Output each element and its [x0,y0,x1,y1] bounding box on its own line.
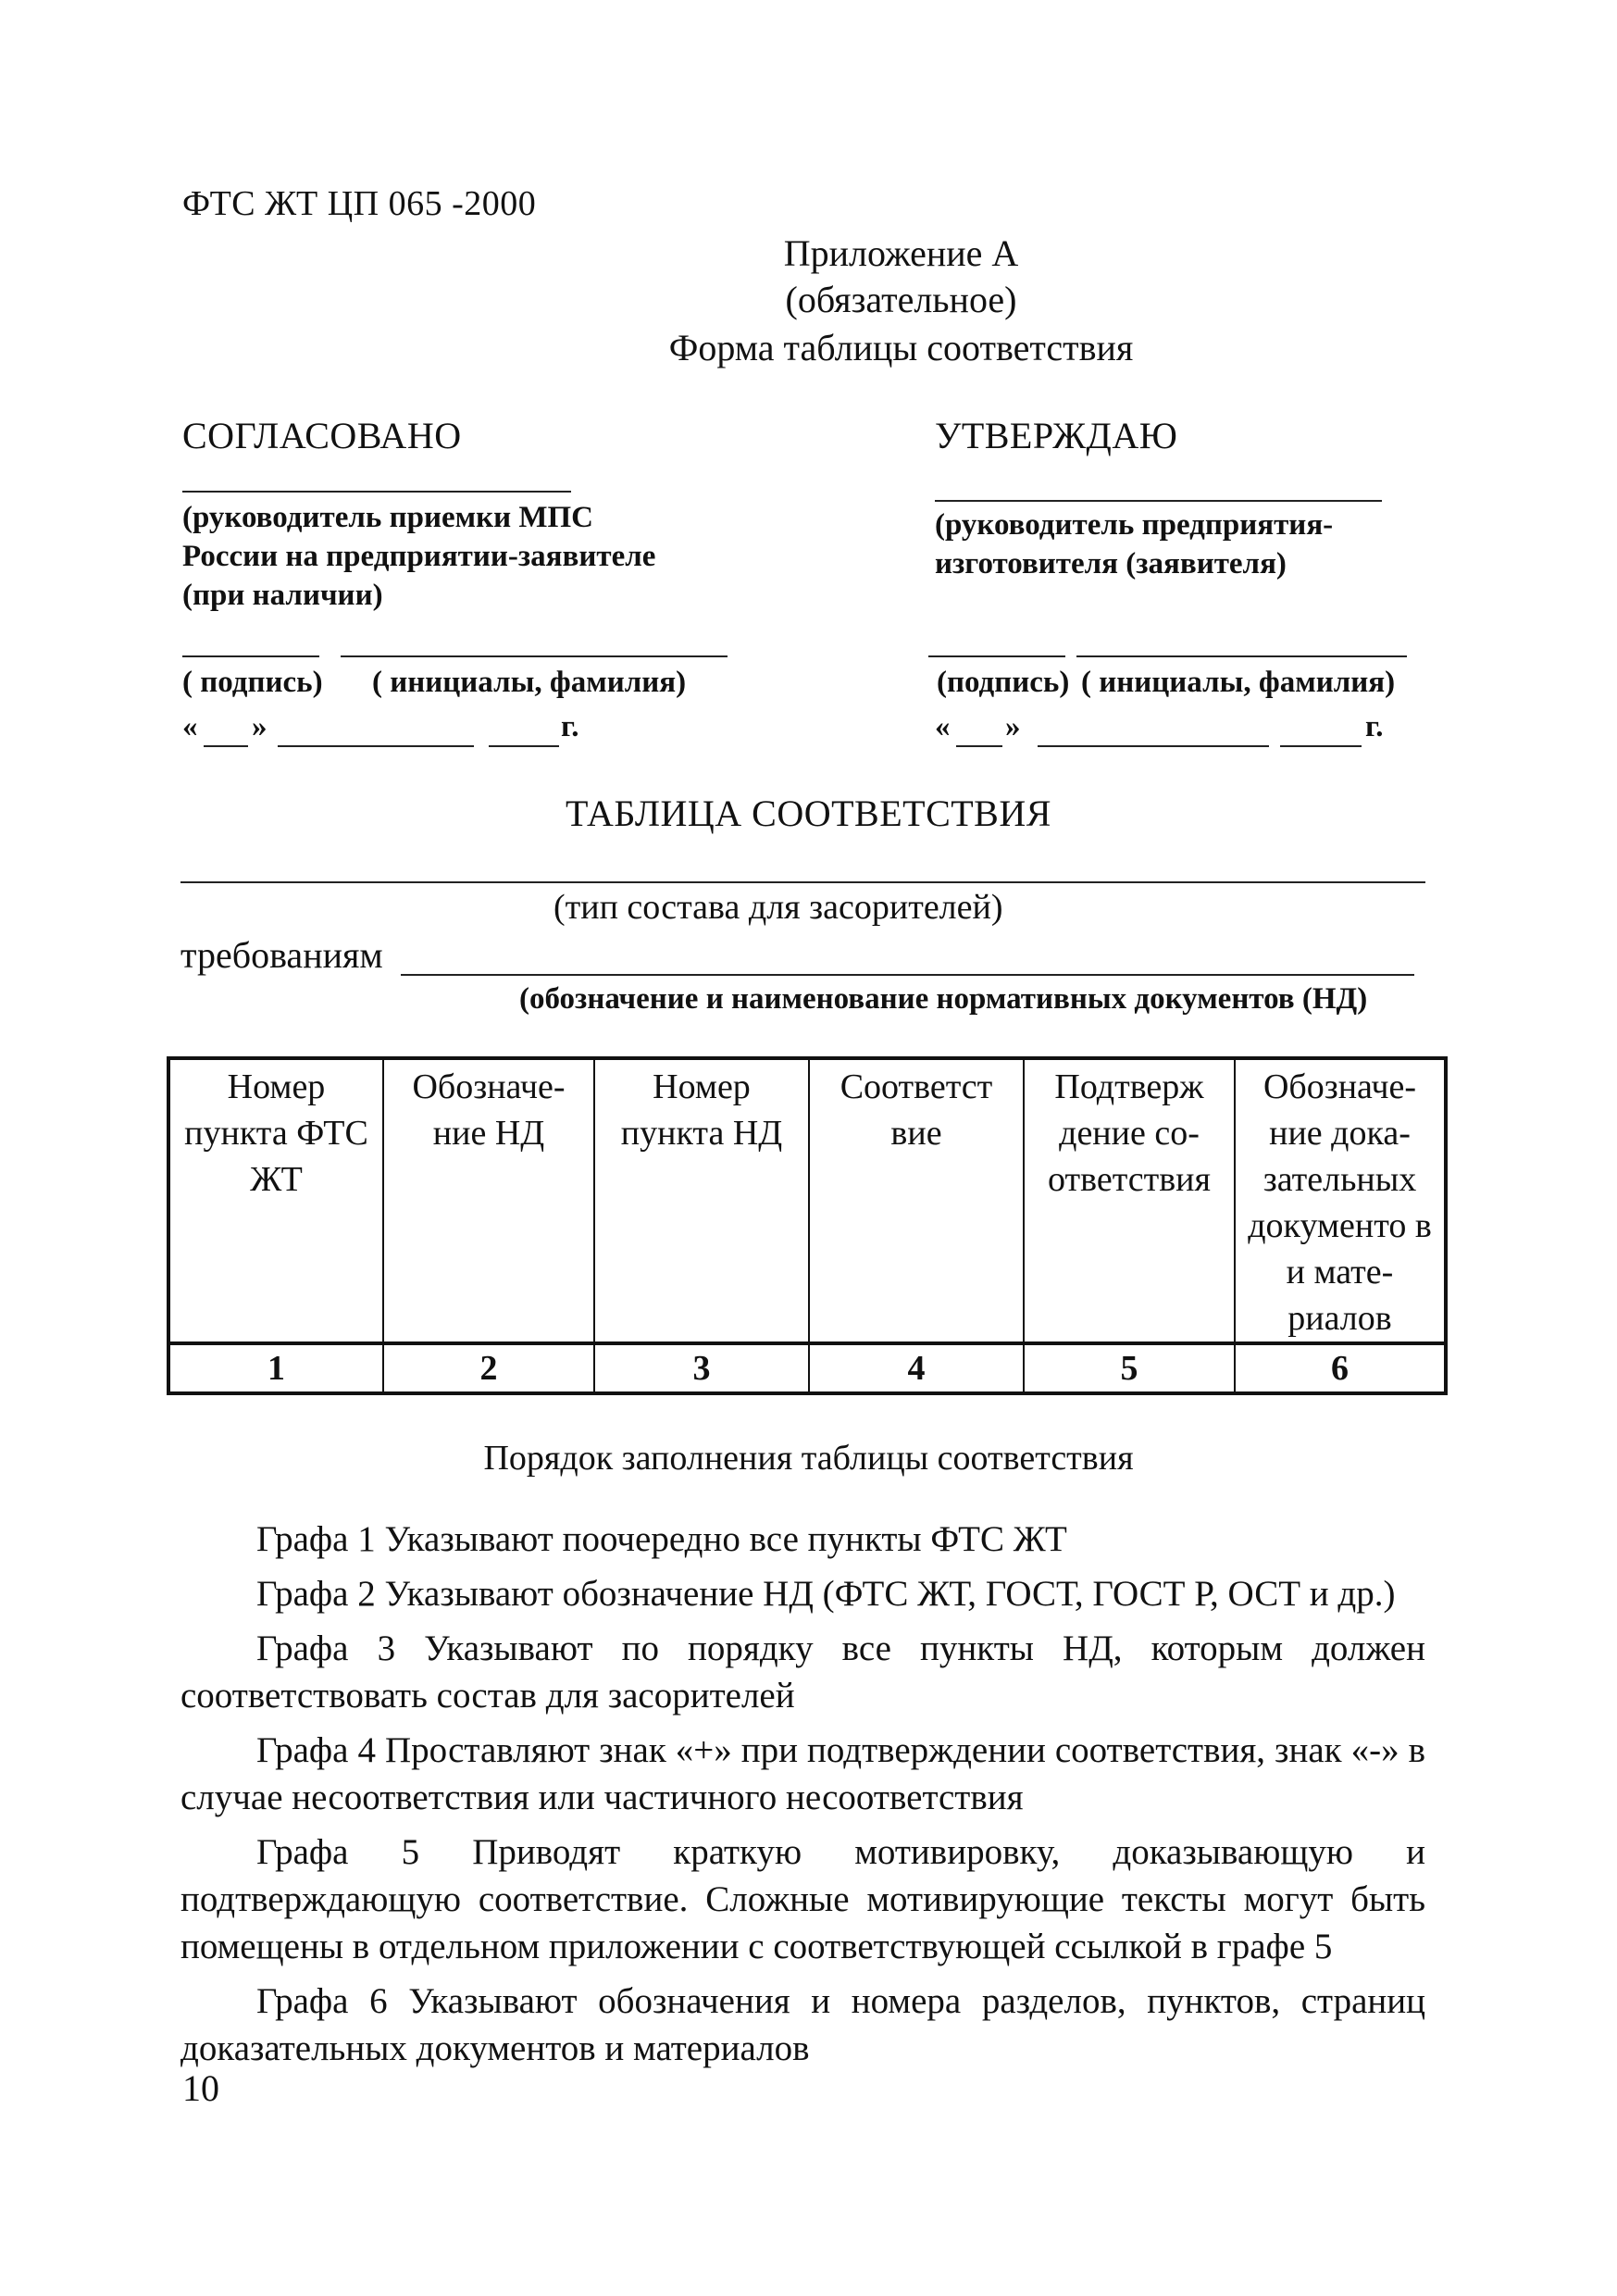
type-caption: (тип состава для засорителей) [554,888,1003,927]
approval-right-signature-line [928,655,1065,657]
column-number: 2 [383,1343,594,1393]
approval-right-year-suffix: г. [1365,710,1384,743]
approval-left-name-caption: ( инициалы, фамилия) [372,666,687,699]
header-cell: Соответст вие [809,1058,1024,1343]
approval-right-year-line [1280,745,1362,747]
column-number: 3 [594,1343,809,1393]
approval-left-year-suffix: г. [561,710,579,743]
fill-order-item: Графа 1 Указывают поочередно все пункты ФТС ЖТ [256,1519,1067,1559]
approval-left-role-2: России на предприятии-заявителе [182,540,656,573]
column-number: 1 [168,1343,383,1393]
table-header-row [168,1058,1446,1343]
approval-right-signature-caption: (подпись) [937,666,1070,699]
annex-heading: Форма таблицы соответствия [668,327,1134,368]
column-number: 6 [1235,1343,1446,1393]
annex-status: (обязательное) [785,279,1017,320]
approval-right-name-caption: ( инициалы, фамилия) [1081,666,1396,699]
approval-left-role-1: (руководитель приемки МПС [182,501,594,534]
conformity-table [167,1056,1448,1395]
requirements-label: требованиям [180,934,383,976]
approval-right-day-line [956,745,1002,747]
approval-left-signature-caption: ( подпись) [182,666,323,699]
annex-title: Приложение А [783,232,1019,274]
approval-right-heading: УТВЕРЖДАЮ [935,415,1178,456]
fill-order-item: Графа 3 Указывают по порядку все пункты НД, которым должен соответствовать состав для засорителей [180,1628,1425,1716]
fill-order-item: Графа 4 Проставляют знак «+» при подтверждении соответствия, знак «-» в случае несоответствия или частичного несоответствия [180,1730,1425,1817]
header-cell: Обозначе-ние дока-зательных документо в и мате-риалов [1235,1058,1446,1343]
header-cell: Обозначе-ние НД [383,1058,594,1343]
approval-right-name-line [935,500,1382,502]
approval-left-heading: СОГЛАСОВАНО [182,415,462,456]
column-number: 4 [809,1343,1024,1393]
approval-left-name-line [182,491,571,493]
fill-order-item: Графа 6 Указывают обозначения и номера разделов, пунктов, страниц доказательных документов и материалов [180,1981,1425,2068]
approval-left-initials-line [341,655,728,657]
document-code: ФТС ЖТ ЦП 065 -2000 [182,184,537,223]
type-line [180,881,1425,883]
approval-left-date-close: » [252,710,267,743]
approval-left-day-line [204,745,248,747]
approval-left-year-line [489,745,559,747]
table-number-row [168,1343,1446,1393]
nd-caption: (обозначение и наименование нормативных документов (НД) [519,982,1368,1016]
page-number: 10 [182,2067,219,2109]
table-title: ТАБЛИЦА СООТВЕТСТВИЯ [566,792,1051,834]
approval-right-date-open: « [935,710,951,743]
header-cell: Номер пункта ФТС ЖТ [168,1058,383,1343]
approval-right-month-line [1038,745,1269,747]
approval-right-role-2: изготовителя (заявителя) [935,547,1287,580]
approval-left-signature-line [182,655,319,657]
approval-left-role-3: (при наличии) [182,579,383,612]
approval-right-initials-line [1076,655,1407,657]
approval-left-date-open: « [182,710,198,743]
fill-order-item: Графа 5 Приводят краткую мотивировку, доказывающую и подтверждающую соответствие. Сложные мотивирующие тексты могут быть помещены в отдельном приложении с соответствующей ссылкой в графе 5 [180,1832,1425,1966]
approval-right-date-close: » [1005,710,1021,743]
approval-left-month-line [278,745,474,747]
column-number: 5 [1024,1343,1235,1393]
header-cell: Подтверж дение со-ответствия [1024,1058,1235,1343]
fill-order-item: Графа 2 Указывают обозначение НД (ФТС ЖТ, ГОСТ, ГОСТ Р, ОСТ и др.) [256,1574,1396,1614]
fill-order-list [180,1516,1425,2079]
approval-right-role-1: (руководитель предприятия- [935,508,1334,542]
requirements-line [401,974,1414,976]
header-cell: Номер пункта НД [594,1058,809,1343]
fill-order-title: Порядок заполнения таблицы соответствия [483,1439,1134,1478]
